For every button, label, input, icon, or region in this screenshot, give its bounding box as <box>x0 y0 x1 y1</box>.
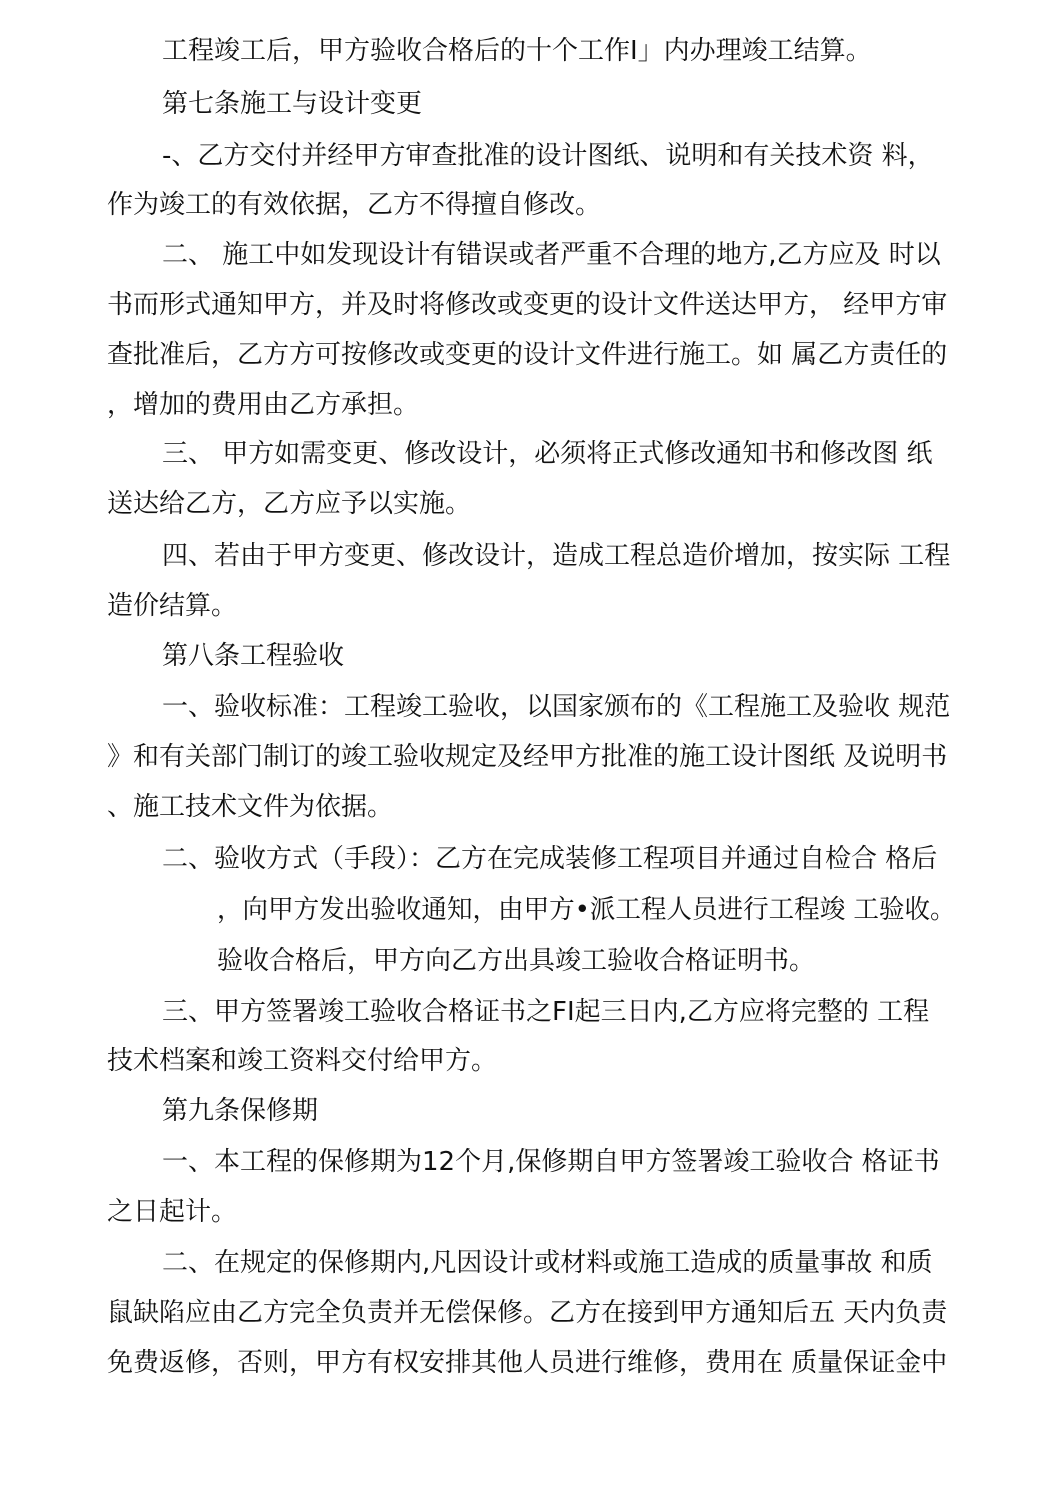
text-line: -、乙方交付并经甲方审查批准的设计图纸、说明和有关技术资 料， <box>162 141 934 171</box>
text-line: 二、在规定的保修期内,凡因设计或材料或施工造成的质量事故 和质 <box>162 1248 933 1278</box>
text-line: 一、本工程的保修期为12个月,保修期自甲方签署竣工验收合 格证书 <box>162 1147 940 1177</box>
text-line: 鼠缺陷应由乙方完全负责并无偿保修。乙方在接到甲方通知后五 天内负责 <box>107 1298 948 1328</box>
text-line: 免费返修，否则，甲方有权安排其他人员进行维修，费用在 质量保证金中 <box>107 1348 948 1378</box>
text-line: 验收合格后，甲方向乙方出具竣工验收合格证明书。 <box>217 946 816 976</box>
text-line: 书而形式通知甲方，并及时将修改或变更的设计文件送达甲方， 经甲方审 <box>107 290 948 320</box>
section-heading: 第七条施工与设计变更 <box>162 89 423 119</box>
text-line: 技术档案和竣工资料交付给甲方。 <box>107 1046 498 1076</box>
text-line: 四、若由于甲方变更、修改设计，造成工程总造价增加，按实际 工程 <box>162 541 951 571</box>
section-heading: 第九条保修期 <box>162 1096 319 1126</box>
section-heading: 第八条工程验收 <box>162 641 345 671</box>
text-line: ，向甲方发出验收通知，由甲方•派工程人员进行工程竣 工验收。 <box>217 895 956 925</box>
text-line: 三、甲方签署竣工验收合格证书之FI起三日内,乙方应将完整的 工程 <box>162 997 930 1027</box>
text-line: 二、 施工中如发现设计有错误或者严重不合理的地方,乙方应及 时以 <box>162 240 941 270</box>
text-line: 二、验收方式（手段）：乙方在完成装修工程项目并通过自检合 格后 <box>162 844 938 874</box>
text-line: 查批准后，乙方方可按修改或变更的设计文件进行施工。如 属乙方责任的 <box>107 340 948 370</box>
text-line: 三、 甲方如需变更、修改设计，必须将正式修改通知书和修改图 纸 <box>162 439 933 469</box>
text-line: ，增加的费用由乙方承担。 <box>107 390 420 420</box>
text-line: 》和有关部门制订的竣工验收规定及经甲方批准的施工设计图纸 及说明书 <box>107 742 948 772</box>
text-line: 一、验收标准：工程竣工验收，以国家颁布的《工程施工及验收 规范 <box>162 692 951 722</box>
text-line: 之日起计。 <box>107 1197 238 1227</box>
text-line: 、施工技术文件为依据。 <box>107 792 394 822</box>
text-line: 工程竣工后，甲方验收合格后的十个工作I」内办理竣工结算。 <box>162 36 872 66</box>
text-line: 送达给乙方，乙方应予以实施。 <box>107 489 472 519</box>
text-line: 造价结算。 <box>107 591 238 621</box>
text-line: 作为竣工的有效依据，乙方不得擅自修改。 <box>107 190 602 220</box>
